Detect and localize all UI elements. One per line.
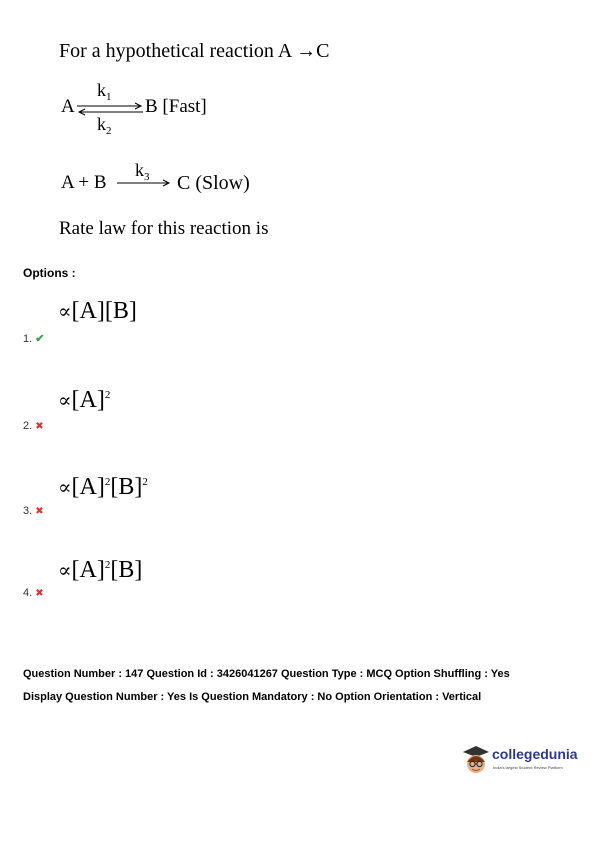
reaction-step-2 — [61, 160, 281, 200]
option-4-number: 4. ✖ — [23, 587, 44, 599]
option-2-expression: $\propto[A]^2$ — [58, 387, 111, 413]
cross-icon: ✖ — [35, 506, 44, 517]
arrow-right-icon — [117, 178, 173, 188]
option-3-expression: $\propto[A]^2[B]^2$ — [58, 474, 148, 500]
question-meta-line-2: Display Question Number : Yes Is Question Mandatory : No Option Orientation : Vertical — [23, 691, 482, 703]
step2-reactants: A + B — [61, 172, 107, 193]
option-1-expression: ∝[A][B] — [58, 298, 137, 324]
options-label: Options : — [23, 266, 76, 280]
collegedunia-logo — [462, 742, 582, 782]
question-prompt: Rate law for this reaction is — [59, 218, 269, 239]
step1-product: B [Fast] — [145, 96, 207, 117]
check-icon: ✔ — [35, 333, 45, 345]
step2-k: $k_3$ — [135, 160, 150, 183]
question-intro: For a hypothetical reaction A →C — [59, 40, 330, 62]
logo-wordmark: collegedunia — [492, 746, 578, 762]
step2-product: C (Slow) — [177, 172, 250, 194]
option-4-expression: $\propto[A]^2[B]$ — [58, 557, 143, 583]
option-3-number: 3. ✖ — [23, 505, 44, 517]
step1-k-reverse: $k_2$ — [97, 114, 112, 137]
graduate-mascot-icon — [462, 744, 490, 776]
reaction-step-1 — [61, 80, 221, 137]
question-meta-line-1: Question Number : 147 Question Id : 3426041267 Question Type : MCQ Option Shuffling : Yes — [23, 668, 510, 680]
logo-tagline: India's largest Student Review Platform — [493, 765, 563, 770]
step1-reactant: A — [61, 96, 75, 117]
option-1-number: 1. ✔ — [23, 333, 45, 345]
option-2-number: 2. ✖ — [23, 420, 44, 432]
step1-k-forward: $k_1$ — [97, 80, 112, 103]
cross-icon: ✖ — [35, 588, 44, 599]
cross-icon: ✖ — [35, 421, 44, 432]
